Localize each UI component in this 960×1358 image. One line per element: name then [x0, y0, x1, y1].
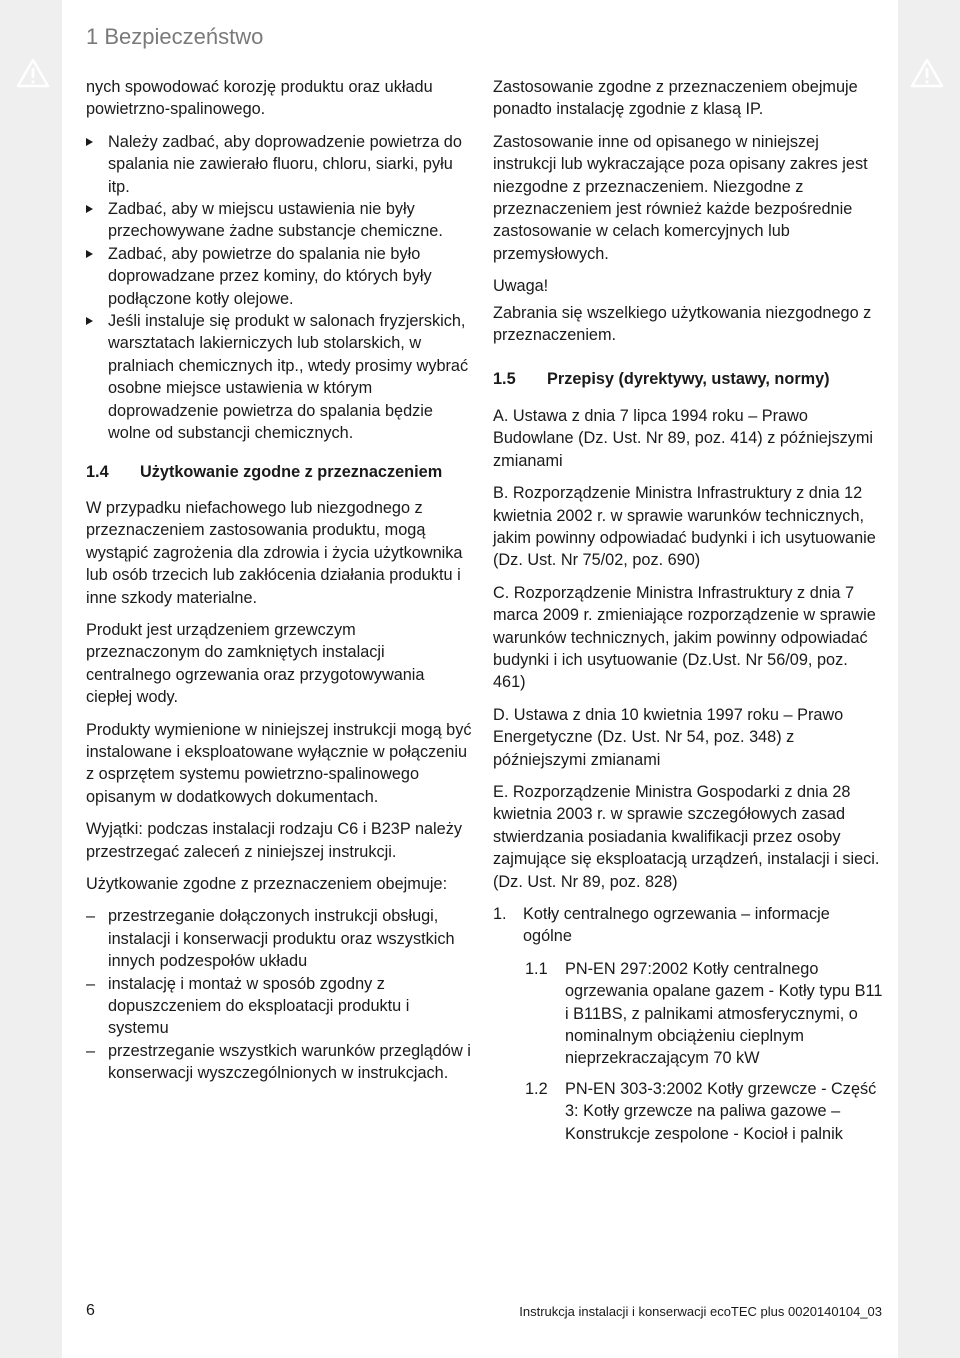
paragraph: Produkty wymienione w niniejszej instrukcji mogą być instalowane i eksploatowane wyłącznie w połączeniu z osprzętem systemu powietrzno-spalinowego opisanym w dodatkowych dokumentach.: [86, 720, 472, 806]
continued-paragraph: nych spowodować korozję produktu oraz układu powietrzno-spalinowego.: [86, 78, 433, 119]
numbered-item: [493, 903, 883, 948]
list-item: [86, 905, 474, 972]
bullet-text: Zadbać, aby w miejscu ustawienia nie były przechowywane żadne substancje chemiczne.: [108, 200, 443, 241]
sub-item-number: 1.2: [525, 1079, 548, 1098]
paragraph: Produkt jest urządzeniem grzewczym przeznaczonym do zamkniętych instalacji centralnego ogrzewania oraz przygotowywania ciepłej wody.: [86, 620, 425, 707]
section-number: 1.4: [86, 462, 109, 481]
bullet-text: Jeśli instaluje się produkt w salonach fryzjerskich, warsztatach lakierniczych lub stolarskich, w pralniach chemicznych itp., wtedy prosimy wybrać osobne miejsce ustawienia w którym doprowadzenie powietrza do spalania będzie wolne od substancji chemicznych.: [108, 312, 469, 443]
sub-item: [493, 958, 883, 1070]
dash-marker: –: [86, 907, 96, 926]
section-title: Użytkowanie zgodne z przeznaczeniem: [140, 462, 443, 481]
item-text: Kotły centralnego ogrzewania – informacje ogólne: [523, 905, 830, 946]
warning-label: Uwaga!: [493, 277, 549, 296]
left-margin-band: [0, 0, 62, 1358]
bullet-text: Należy zadbać, aby doprowadzenie powietrza do spalania nie zawierało fluoru, chloru, siarki, pyłu itp.: [108, 132, 462, 196]
bullet-item: [86, 243, 474, 310]
regulation-item: B. Rozporządzenie Ministra Infrastruktury z dnia 12 kwietnia 2002 r. w sprawie warunków technicznych, jakim powinny odpowiadać budynki i ich usytuowanie (Dz. Ust. Nr 75/02, poz. 690): [493, 484, 876, 570]
item-number: 1.: [493, 905, 507, 923]
footer-text: Instrukcja instalacji i konserwacji ecoTEC plus 0020140104_03: [519, 1304, 882, 1319]
regulation-item: C. Rozporządzenie Ministra Infrastruktury z dnia 7 marca 2009 r. zmieniające rozporządzenie w sprawie warunków technicznych, jakim powinny odpowiadać budynki i ich usytuowanie (Dz.Ust. Nr 56/09, poz. 461): [493, 583, 876, 692]
bullet-arrow-icon: [86, 317, 93, 325]
warning-triangle-icon: [910, 58, 944, 88]
regulation-item: E. Rozporządzenie Ministra Gospodarki z dnia 28 kwietnia 2003 r. w sprawie szczegółowych zasad stwierdzania posiadania kwalifikacji przez osoby zajmujące się eksploatacją urządzeń, instalacji i sieci. (Dz. Ust. Nr 89, poz. 828): [493, 782, 880, 891]
page-number: 6: [86, 1302, 95, 1319]
sub-item-text: PN-EN 303-3:2002 Kotły grzewcze - Część 3: Kotły grzewcze na paliwa gazowe – Konstrukcje zespolone - Kocioł i palnik: [565, 1079, 877, 1143]
sub-item: [493, 1078, 883, 1145]
section-heading: [86, 461, 474, 483]
section-title: Przepisy (dyrektywy, ustawy, normy): [547, 370, 830, 389]
list-item: [86, 1040, 474, 1085]
paragraph: Zastosowanie zgodne z przeznaczeniem obejmuje ponadto instalację zgodnie z klasą IP.: [493, 78, 858, 119]
sub-item-number: 1.1: [525, 959, 548, 978]
regulation-item: D. Ustawa z dnia 10 kwietnia 1997 roku – Prawo Energetyczne (Dz. Ust. Nr 54, poz. 348) z późniejszymi zmianami: [493, 705, 844, 769]
bullet-arrow-icon: [86, 138, 93, 146]
warning-triangle-icon: [16, 58, 50, 88]
list-item: [86, 973, 474, 1040]
list-item-text: przestrzeganie wszystkich warunków przeglądów i konserwacji wyszczególnionych w instrukcjach.: [108, 1041, 471, 1083]
dash-marker: –: [86, 1041, 96, 1060]
list-item-text: instalację i montaż w sposób zgodny z dopuszczeniem do eksploatacji produktu i systemu: [108, 974, 410, 1038]
regulation-item: A. Ustawa z dnia 7 lipca 1994 roku – Prawo Budowlane (Dz. Ust. Nr 89, poz. 414) z późniejszymi zmianami: [493, 406, 874, 470]
bullet-item: [86, 310, 474, 444]
dash-marker: –: [86, 974, 96, 993]
section-heading: [493, 368, 883, 390]
list-item-text: przestrzeganie dołączonych instrukcji obsługi, instalacji i konserwacji produktu oraz wszystkich innych podzespołów układu: [108, 907, 455, 971]
paragraph: Wyjątki: podczas instalacji rodzaju C6 i B23P należy przestrzegać zaleceń z niniejszej instrukcji.: [86, 820, 463, 861]
right-column: [493, 76, 883, 1153]
dash-list: [86, 905, 474, 1084]
right-margin-band: [898, 0, 960, 1358]
bullet-arrow-icon: [86, 205, 93, 213]
paragraph: Zastosowanie inne od opisanego w niniejszej instrukcji lub wykraczające poza opisany zakres jest niezgodne z przeznaczeniem. Niezgodne z przeznaczeniem jest również każde bezpośrednie zastosowanie w celach komercyjnych lub przemysłowych.: [493, 132, 868, 263]
left-column: [86, 76, 474, 1085]
page-header-title: 1 Bezpieczeństwo: [86, 24, 264, 49]
paragraph: Użytkowanie zgodne z przeznaczeniem obejmuje:: [86, 875, 448, 893]
sub-item-text: PN-EN 297:2002 Kotły centralnego ogrzewania opalane gazem - Kotły typu B11 i B11BS, z palnikami atmosferycznymi, o nominalnym obciążeniu cieplnym nieprzekraczającym 70 kW: [565, 959, 883, 1068]
bullet-item: [86, 131, 474, 198]
bullet-arrow-icon: [86, 250, 93, 258]
bullet-item: [86, 198, 474, 243]
bullet-text: Zadbać, aby powietrze do spalania nie było doprowadzane przez kominy, do których były podłączone kotły olejowe.: [108, 244, 432, 308]
paragraph: W przypadku niefachowego lub niezgodnego z przeznaczeniem zastosowania produktu, mogą wystąpić zagrożenia dla zdrowia i życia użytkownika lub osób trzecich lub zakłócenia działania produktu i inne szkody materialne.: [86, 498, 463, 607]
warning-text: Zabrania się wszelkiego użytkowania niezgodnego z przeznaczeniem.: [493, 303, 872, 345]
section-number: 1.5: [493, 370, 516, 389]
